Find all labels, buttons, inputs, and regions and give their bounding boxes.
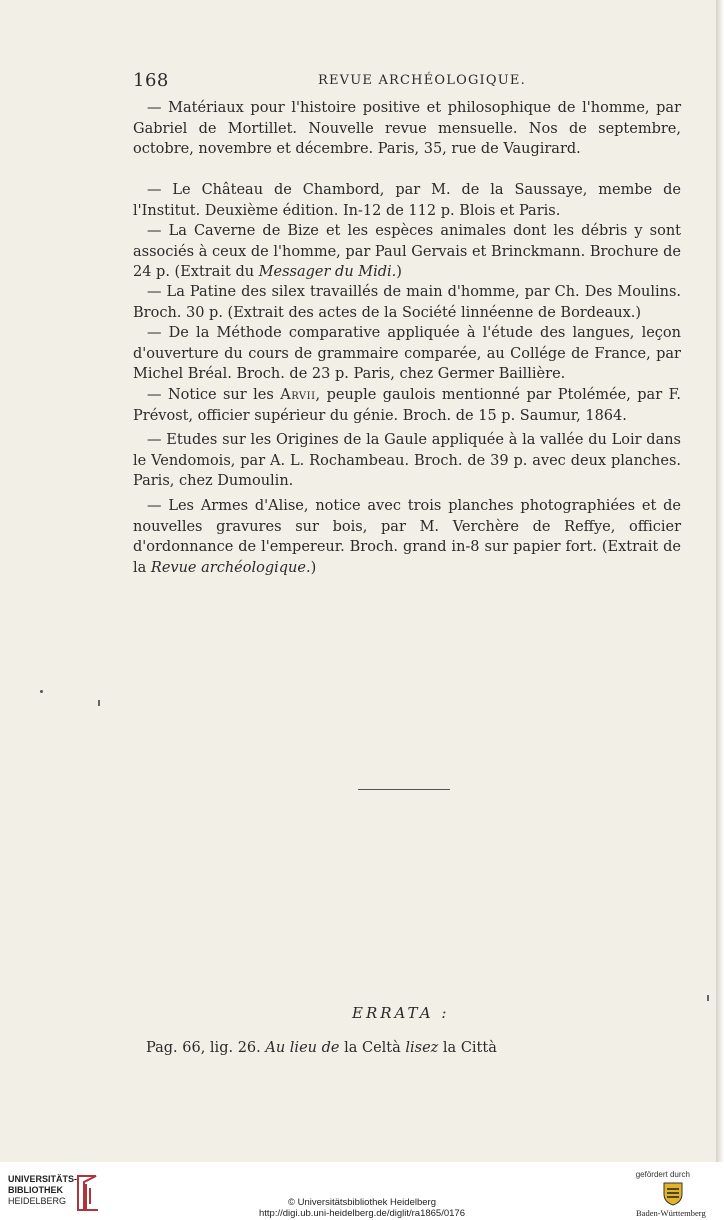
library-name: UNIVERSITÄTS- BIBLIOTHEK HEIDELBERG (8, 1174, 78, 1206)
funder-label: gefördert durch (635, 1170, 690, 1179)
journal-title: Revue archéologique. (150, 559, 311, 576)
entry-caverne-bize: — La Caverne de Bize et les espèces animales dont les débris y sont associés à ceux de l'homme, par Paul Gervais et Brinckmann. Brochure de 24 p. (Extrait du Messager du Midi.) (133, 223, 681, 280)
paper-speck (707, 995, 709, 1001)
entry-chambord: — Le Château de Chambord, par M. de la Saussaye, membe de l'Institut. Deuxième édition. In-12 de 112 p. Blois et Paris. (133, 182, 681, 219)
paper-speck (40, 690, 43, 693)
page-edge-shadow (716, 0, 724, 1162)
entry-armes-alise: — Les Armes d'Alise, notice avec trois planches photographiées et de nouvelles gravures sur bois, par M. Verchère de Reffye, officier d'ordonnance de l'empereur. Broch. grand in-8 sur papier fort. (Extrait de la Revue archéologique.) (133, 498, 681, 576)
errata-heading: ERRATA : (352, 1004, 450, 1022)
copyright-notice: © Universitätsbibliothek Heidelberg (288, 1197, 436, 1208)
state-seal-icon (662, 1180, 684, 1206)
entry-materiaux: — Matériaux pour l'histoire positive et philosophique de l'homme, par Gabriel de Mortillet. Nouvelle revue mensuelle. Nos de septembre, octobre, novembre et décembre. Paris, 35, rue de Vaugirard. (133, 100, 681, 157)
paper-speck (98, 700, 100, 706)
entry-patine-silex: — La Patine des silex travaillés de main d'homme, par Ch. Des Moulins. Broch. 30 p. (Extrait des actes de la Société linnéenne de Bordeaux.) (133, 284, 681, 321)
journal-title: Messager du Midi. (258, 264, 397, 280)
permalink[interactable]: http://digi.ub.uni-heidelberg.de/diglit/ra1865/0176 (259, 1208, 465, 1219)
section-divider (358, 789, 450, 790)
entry-methode-comparative: — De la Méthode comparative appliquée à l'étude des langues, leçon d'ouverture du cours de grammaire comparée, au Collége de France, par Michel Bréal. Broch. de 23 p. Paris, chez Germer Baillière. (133, 325, 681, 382)
page-header (133, 70, 681, 94)
running-head: REVUE ARCHÉOLOGIQUE. (318, 73, 526, 88)
entry-origines-gaule: — Etudes sur les Origines de la Gaule appliquée à la vallée du Loir dans le Vendomois, par A. L. Rochambeau. Broch. de 39 p. avec deux planches. Paris, chez Dumoulin. (133, 432, 681, 489)
small-caps-term: Arvii (280, 387, 316, 403)
digitization-footer (0, 1162, 724, 1220)
errata-line: Pag. 66, lig. 26. Au lieu de la Celtà lisez la Città (146, 1040, 497, 1056)
page-number: 168 (133, 70, 169, 91)
entry-notice-arvii: — Notice sur les Arvii, peuple gaulois mentionné par Ptolémée, par F. Prévost, officier supérieur du génie. Broch. de 15 p. Saumur, 1864. (133, 387, 681, 424)
funder-name: Baden-Württemberg (636, 1208, 706, 1218)
